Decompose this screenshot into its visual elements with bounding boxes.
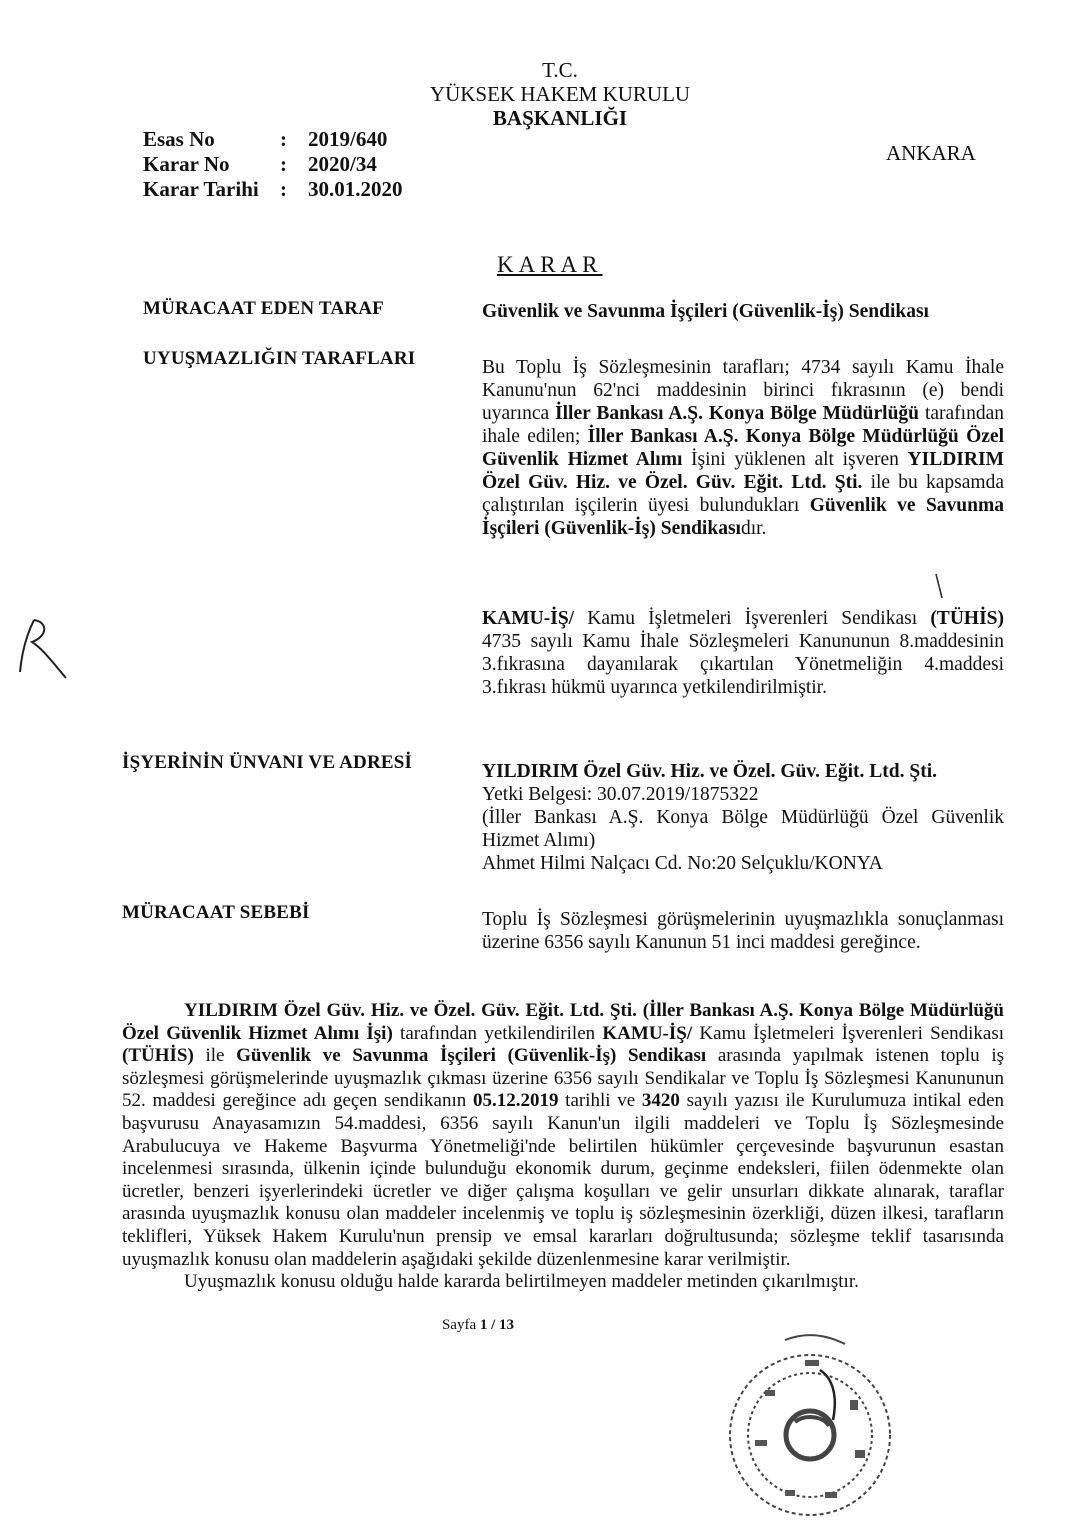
footer-sep: / xyxy=(487,1316,500,1333)
taraflar-p2-b1: KAMU-İŞ/ xyxy=(482,608,575,629)
body-b5: 05.12.2019 xyxy=(472,1090,559,1112)
taraflar-p1-t4: ile bu kapsamda çalıştırılan işçilerin üyesi bulundukları xyxy=(482,472,1004,516)
body-b4: Güvenlik ve Savunma İşçileri (Güvenlik-İş) Sendikası xyxy=(236,1045,707,1067)
pen-mark xyxy=(932,572,952,602)
esas-row xyxy=(143,127,403,152)
taraflar-label: UYUŞMAZLIĞIN TARAFLARI xyxy=(143,348,416,369)
taraflar-p1-b4: Güvenlik ve Savunma İşçileri (Güvenlik-İş) Sendikası xyxy=(482,495,1004,539)
isyeri-block xyxy=(482,760,1004,875)
tarih-sep: : xyxy=(280,177,287,201)
taraflar-p1-b2: İller Bankası A.Ş. Konya Bölge Müdürlüğü Özel Güvenlik Hizmet Alımı xyxy=(482,426,1004,470)
esas-sep: : xyxy=(280,127,287,151)
esas-value: 2019/640 xyxy=(308,127,388,151)
body-t1: tarafından yetkilendirilen xyxy=(392,1022,603,1044)
body-b1: YILDIRIM Özel Güv. Hiz. ve Özel. Güv. Eğit. Ltd. Şti. (İller Bankası A.Ş. Konya Bölge Müdürlüğü Özel Güvenlik Hizmet Alımı İşi) xyxy=(122,1000,1004,1044)
decision-body xyxy=(122,1000,1004,1336)
taraflar-paragraph-1 xyxy=(482,356,1004,540)
official-stamp xyxy=(725,1330,900,1520)
header-tc: T.C. xyxy=(542,58,578,82)
footer-prefix: Sayfa xyxy=(441,1316,480,1333)
body-b2: KAMU-İŞ/ xyxy=(602,1022,693,1044)
footer-total: 13 xyxy=(499,1316,515,1333)
handwritten-initial xyxy=(8,612,72,684)
isyeri-name: YILDIRIM Özel Güv. Hiz. ve Özel. Güv. Eğit. Ltd. Şti. xyxy=(482,761,938,782)
taraflar-p1-b3: YILDIRIM Özel Güv. Hiz. ve Özel. Güv. Eğit. Ltd. Şti. xyxy=(482,449,1004,493)
karar-value: 2020/34 xyxy=(308,152,377,176)
taraflar-p2-t2: 4735 sayılı Kamu İhale Sözleşmeleri Kanununun 8.maddesinin 3.fıkrasına dayanılarak çıkartılan Yönetmeliğin 4.maddesi 3.fıkrası hükmü uyarınca yetkilendirilmiştir. xyxy=(482,631,1004,698)
decision-paragraph-1 xyxy=(122,1000,1004,1271)
body-t6: sayılı yazısı ile Kurulumuza intikal eden başvurusu Anayasamızın 54.maddesi, 6356 sayılı Kanun'un ilgili maddeleri ve Toplu İş Sözleşmesinde Arabulucuya ve Hakeme Başvurma Yönetmeliği'nde belirtilen hükümler çerçevesinde başvurunun esastan incelenmesi sırasında, ülkenin içinde bulunduğu ekonomik durum, geçinme endeksleri, fiilen ödenmekte olan ücretler, benzeri işyerlerindeki ücretler ve diğer çalışma koşulları ve gelir unsurları dikkate alınarak, taraflar arasında uyuşmazlık konusu olan maddeler incelenmiş ve toplu iş sözleşmesinin özerkliği, düzen ilkesi, tarafların teklifleri, Yüksek Hakem Kurulu'nun prensip ve emsal kararları doğrultusunda; sözleşme teklif tasarısında uyuşmazlık konusu olan maddelerin aşağıdaki şekilde düzenlenmesine karar verilmiştir. xyxy=(122,1090,1004,1270)
body-t3: ile xyxy=(193,1045,237,1067)
document-title: KARAR xyxy=(497,252,603,277)
decision-paragraph-2: Uyuşmazlık konusu olduğu halde kararda belirtilmeyen maddeler metinden çıkarılmıştır. xyxy=(184,1271,859,1293)
esas-label: Esas No xyxy=(143,127,215,151)
taraflar-p1-t1: Bu Toplu İş Sözleşmesinin tarafları; 4734 sayılı Kamu İhale Kanunu'nun 62'nci maddesinin birinci fıkrasının (e) bendi uyarınca xyxy=(482,357,1004,424)
karar-label: Karar No xyxy=(143,152,230,176)
body-t5: tarihli ve xyxy=(558,1090,642,1112)
isyeri-is: (İller Bankası A.Ş. Konya Bölge Müdürlüğü Özel Güvenlik Hizmet Alımı) xyxy=(482,807,1004,851)
taraflar-p2-t1: Kamu İşletmeleri İşverenleri Sendikası xyxy=(574,608,931,629)
body-b3: (TÜHİS) xyxy=(122,1045,194,1067)
tarih-label: Karar Tarihi xyxy=(143,177,259,201)
taraflar-p2-b2: (TÜHİS) xyxy=(930,608,1004,629)
taraflar-p1-t3: İşini yüklenen alt işveren xyxy=(682,449,908,470)
header-institution: YÜKSEK HAKEM KURULU xyxy=(429,82,691,106)
tarih-value: 30.01.2020 xyxy=(308,177,403,201)
isyeri-belge: Yetki Belgesi: 30.07.2019/1875322 xyxy=(482,784,759,805)
isyeri-label: İŞYERİNİN ÜNVANI VE ADRESİ xyxy=(122,752,413,773)
case-meta xyxy=(143,127,403,202)
karar-sep: : xyxy=(280,152,287,176)
footer-current: 1 xyxy=(479,1316,488,1333)
taraflar-paragraph-2 xyxy=(482,607,1004,699)
taraflar-p1-b1: İller Bankası A.Ş. Konya Bölge Müdürlüğü xyxy=(555,403,920,424)
tarih-row xyxy=(143,177,403,202)
muracaat-eden-label: MÜRACAAT EDEN TARAF xyxy=(143,298,384,319)
body-t4: arasında yapılmak istenen toplu iş sözleşmesi görüşmelerinde uyuşmazlık çıkması üzerine 6356 sayılı Sendikalar ve Toplu İş Sözleşmesi Kanununun 52. maddesi gereğince adı geçen sendikanın xyxy=(122,1045,1004,1112)
taraflar-p1-t5: dır. xyxy=(740,518,767,539)
muracaat-eden-value: Güvenlik ve Savunma İşçileri (Güvenlik-İş) Sendikası xyxy=(482,301,929,322)
sebep-value: Toplu İş Sözleşmesi görüşmelerinin uyuşmazlıkla sonuçlanması üzerine 6356 sayılı Kanunun 51 inci maddesi gereğince. xyxy=(482,909,1004,953)
taraflar-p1-t2: tarafından ihale edilen; xyxy=(482,403,1004,447)
body-b6: 3420 xyxy=(641,1090,680,1112)
isyeri-adres: Ahmet Hilmi Nalçacı Cd. No:20 Selçuklu/KONYA xyxy=(482,853,883,874)
document-header xyxy=(0,58,1080,130)
karar-row xyxy=(143,152,403,177)
header-presidency: BAŞKANLIĞI xyxy=(492,106,628,130)
sebep-label: MÜRACAAT SEBEBİ xyxy=(122,902,310,923)
city: ANKARA xyxy=(886,141,976,165)
body-t2: Kamu İşletmeleri İşverenleri Sendikası xyxy=(692,1022,1005,1044)
